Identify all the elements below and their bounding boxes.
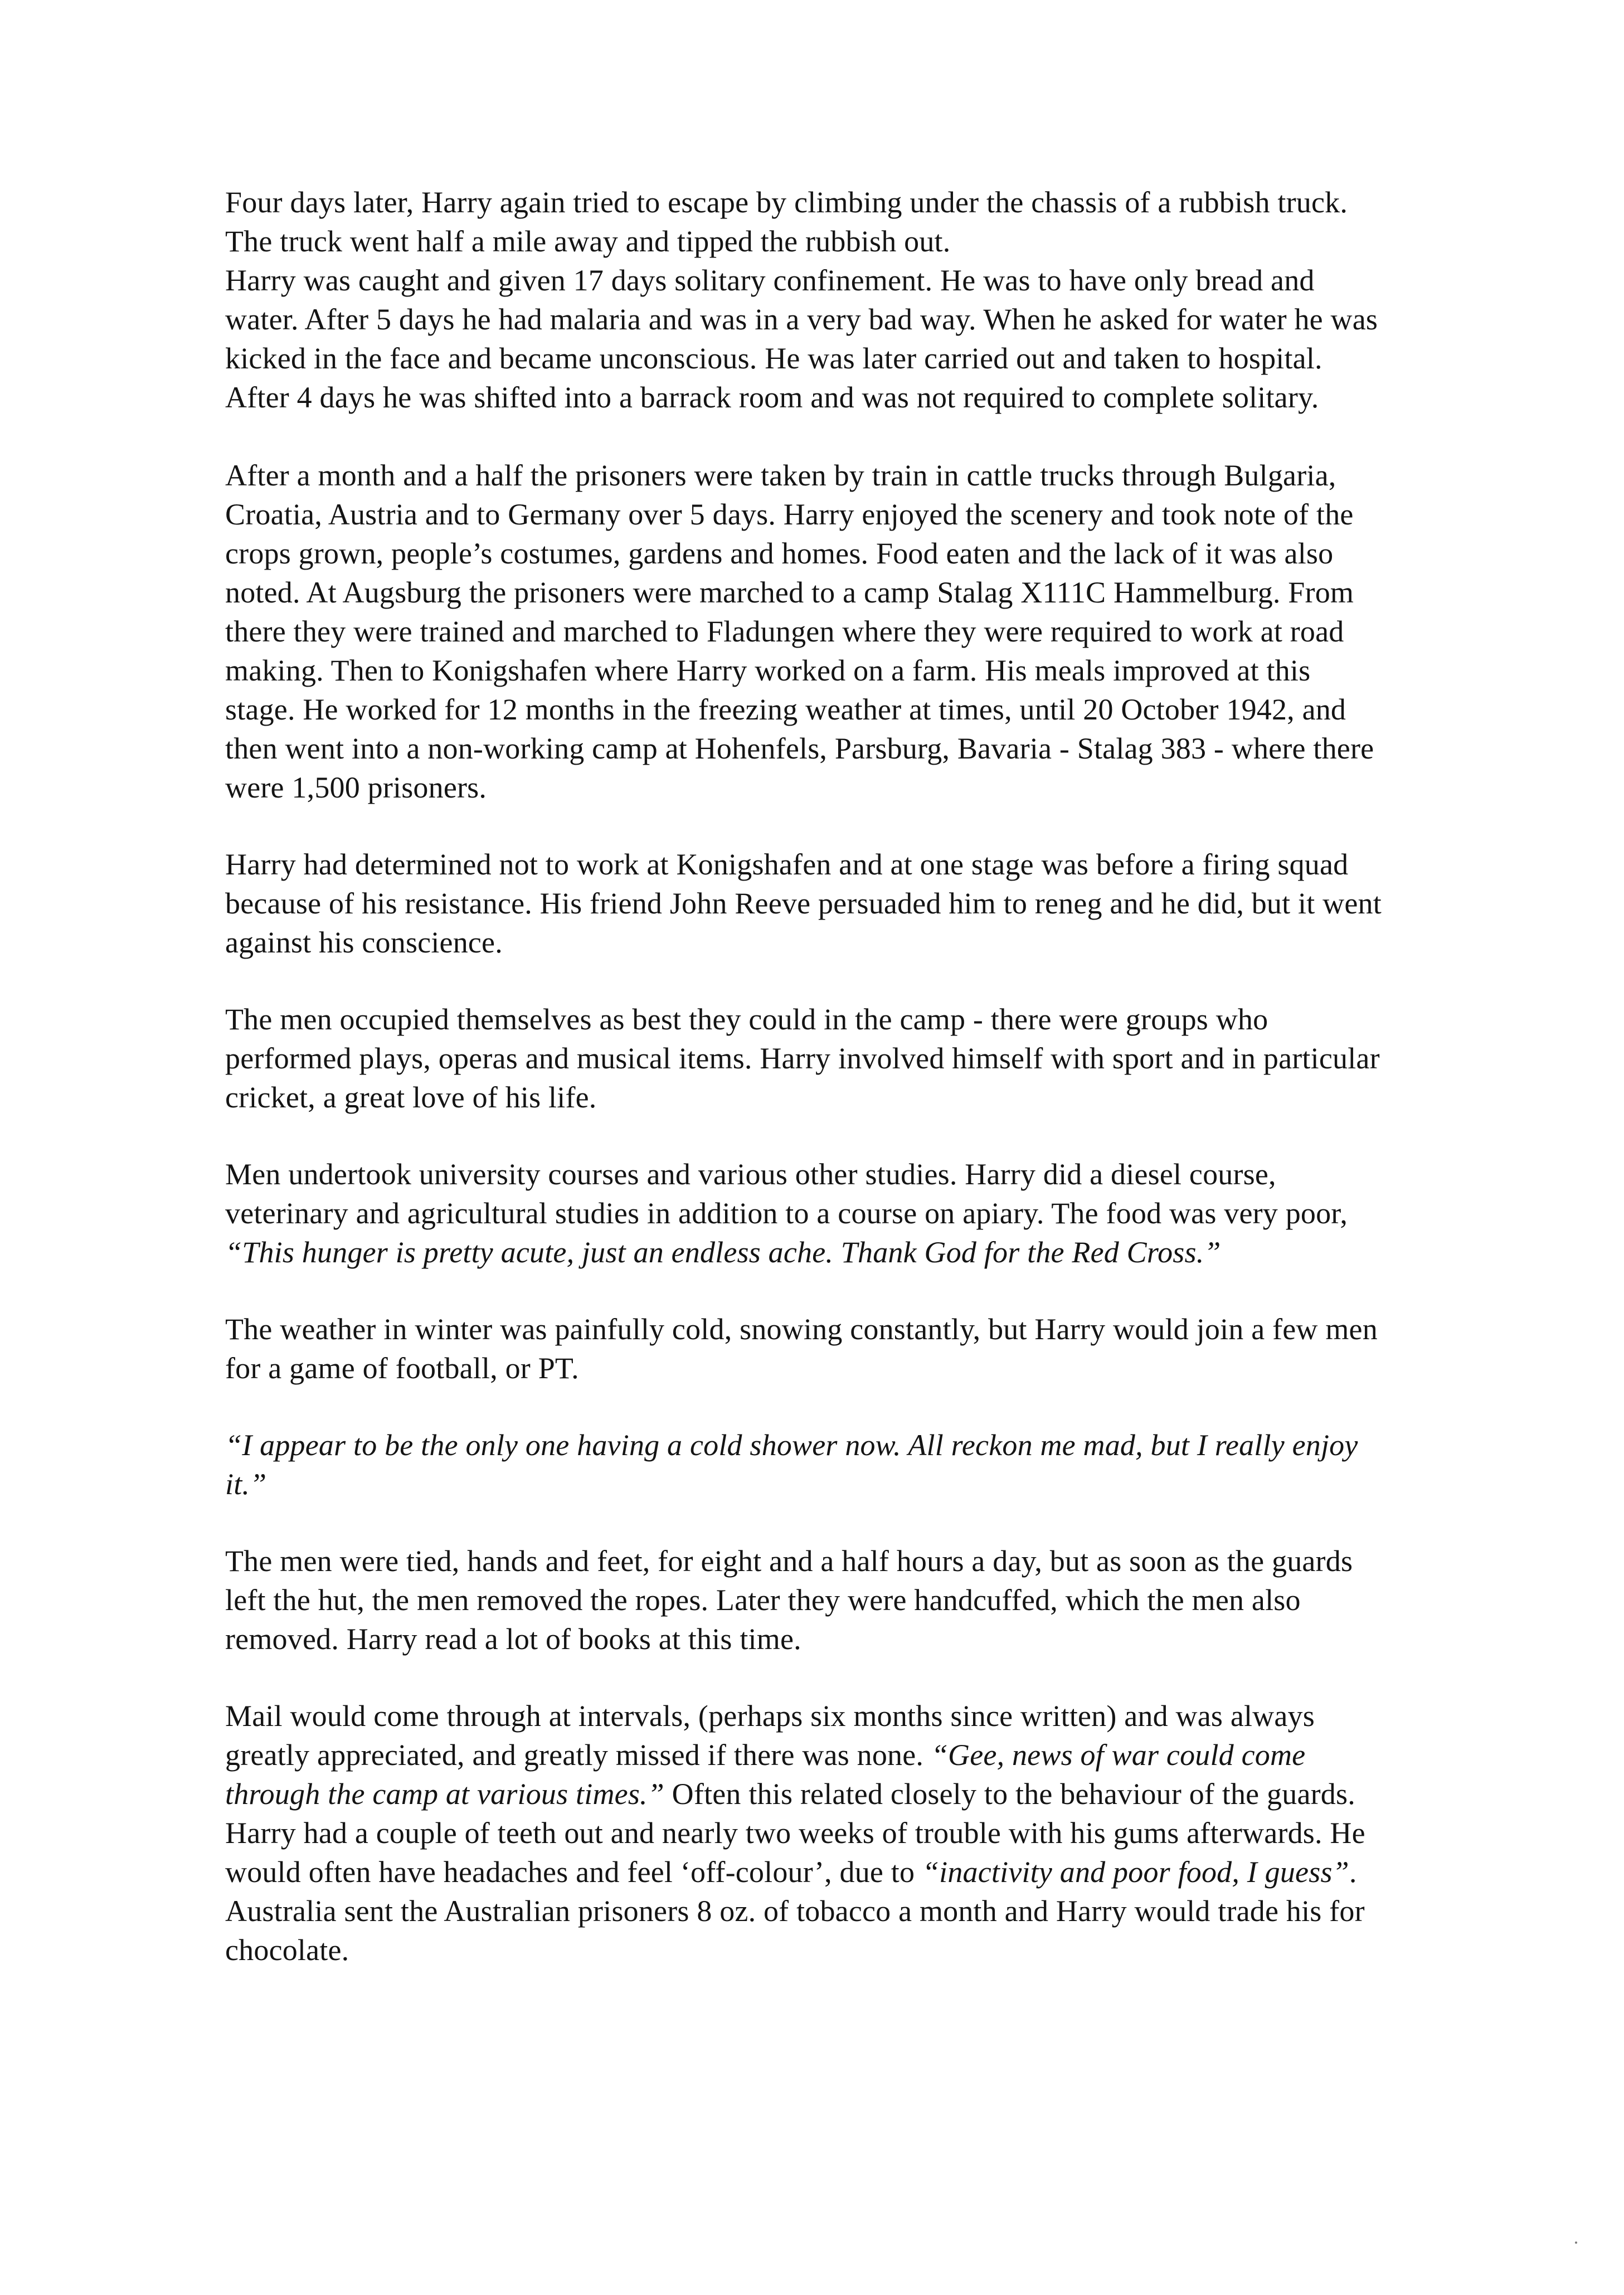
paragraph (225, 183, 1384, 417)
quoted-diary-text: “Gee, news of war could come through the camp at various times.” (225, 1738, 1306, 1811)
paragraph (225, 1000, 1384, 1117)
paragraph-text: Men undertook university courses and various other studies. Harry did a diesel course, veterinary and agricultural studies in addition to a course on apiary. The food was very poor, (225, 1158, 1348, 1230)
paragraph-text: Often this related closely to the behaviour of the guards. Harry had a couple of teeth out and nearly two weeks of trouble with his gums afterwards. He would often have headaches and feel ‘off-colour’, due to (225, 1777, 1365, 1889)
scan-speck (1575, 2241, 1577, 2244)
quoted-diary-text: “I appear to be the only one having a cold shower now. All reckon me mad, but I really enjoy it.” (225, 1428, 1358, 1501)
document-body (225, 183, 1384, 1970)
quoted-diary-text: “This hunger is pretty acute, just an endless ache. Thank God for the Red Cross.” (225, 1236, 1221, 1269)
paragraph-text: Harry had determined not to work at Konigshafen and at one stage was before a firing squad because of his resistance. His friend John Reeve persuaded him to reneg and he did, but it went against his conscience. (225, 848, 1382, 959)
paragraph (225, 845, 1384, 962)
quoted-diary-text: “inactivity and poor food, I guess” (922, 1855, 1349, 1889)
paragraph (225, 1310, 1384, 1388)
paragraph-text: Harry was caught and given 17 days solitary confinement. He was to have only bread and water. After 5 days he had malaria and was in a very bad way. When he asked for water he was kicked in the face and became unconscious. He was later carried out and taken to hospital. After 4 days he was shifted into a barrack room and was not required to complete solitary. (225, 264, 1378, 414)
document-page (225, 183, 1384, 2007)
paragraph (225, 1155, 1384, 1272)
paragraph-text: After a month and a half the prisoners were taken by train in cattle trucks through Bulgaria, Croatia, Austria and to Germany over 5 days. Harry enjoyed the scenery and took note of the crops grown, people’s costumes, gardens and homes. Food eaten and the lack of it was also noted. At Augsburg the prisoners were marched to a camp Stalag X111C Hammelburg. From there they were trained and marched to Fladungen where they were required to work at road making. Then to Konigshafen where Harry worked on a farm. His meals improved at this stage. He worked for 12 months in the freezing weather at times, until 20 October 1942, and then went into a non-working camp at Hohenfels, Parsburg, Bavaria - Stalag 383 - where there were 1,500 prisoners. (225, 459, 1374, 804)
paragraph-text: . Australia sent the Australian prisoners 8 oz. of tobacco a month and Harry would trade his for chocolate. (225, 1855, 1365, 1967)
paragraph-text: The men occupied themselves as best they could in the camp - there were groups who performed plays, operas and musical items. Harry involved himself with sport and in particular cricket, a great love of his life. (225, 1003, 1380, 1114)
paragraph-text: The men were tied, hands and feet, for eight and a half hours a day, but as soon as the guards left the hut, the men removed the ropes. Later they were handcuffed, which the men also removed. Harry read a lot of books at this time. (225, 1544, 1353, 1656)
paragraph-text: Four days later, Harry again tried to escape by climbing under the chassis of a rubbish truck. The truck went half a mile away and tipped the rubbish out. (225, 186, 1348, 258)
paragraph (225, 1542, 1384, 1659)
paragraph (225, 1426, 1384, 1504)
paragraph (225, 1696, 1384, 1970)
paragraph (225, 456, 1384, 807)
paragraph-text: The weather in winter was painfully cold, snowing constantly, but Harry would join a few men for a game of football, or PT. (225, 1312, 1378, 1385)
paragraph-text: Mail would come through at intervals, (perhaps six months since written) and was always greatly appreciated, and greatly missed if there was none. (225, 1699, 1315, 1772)
